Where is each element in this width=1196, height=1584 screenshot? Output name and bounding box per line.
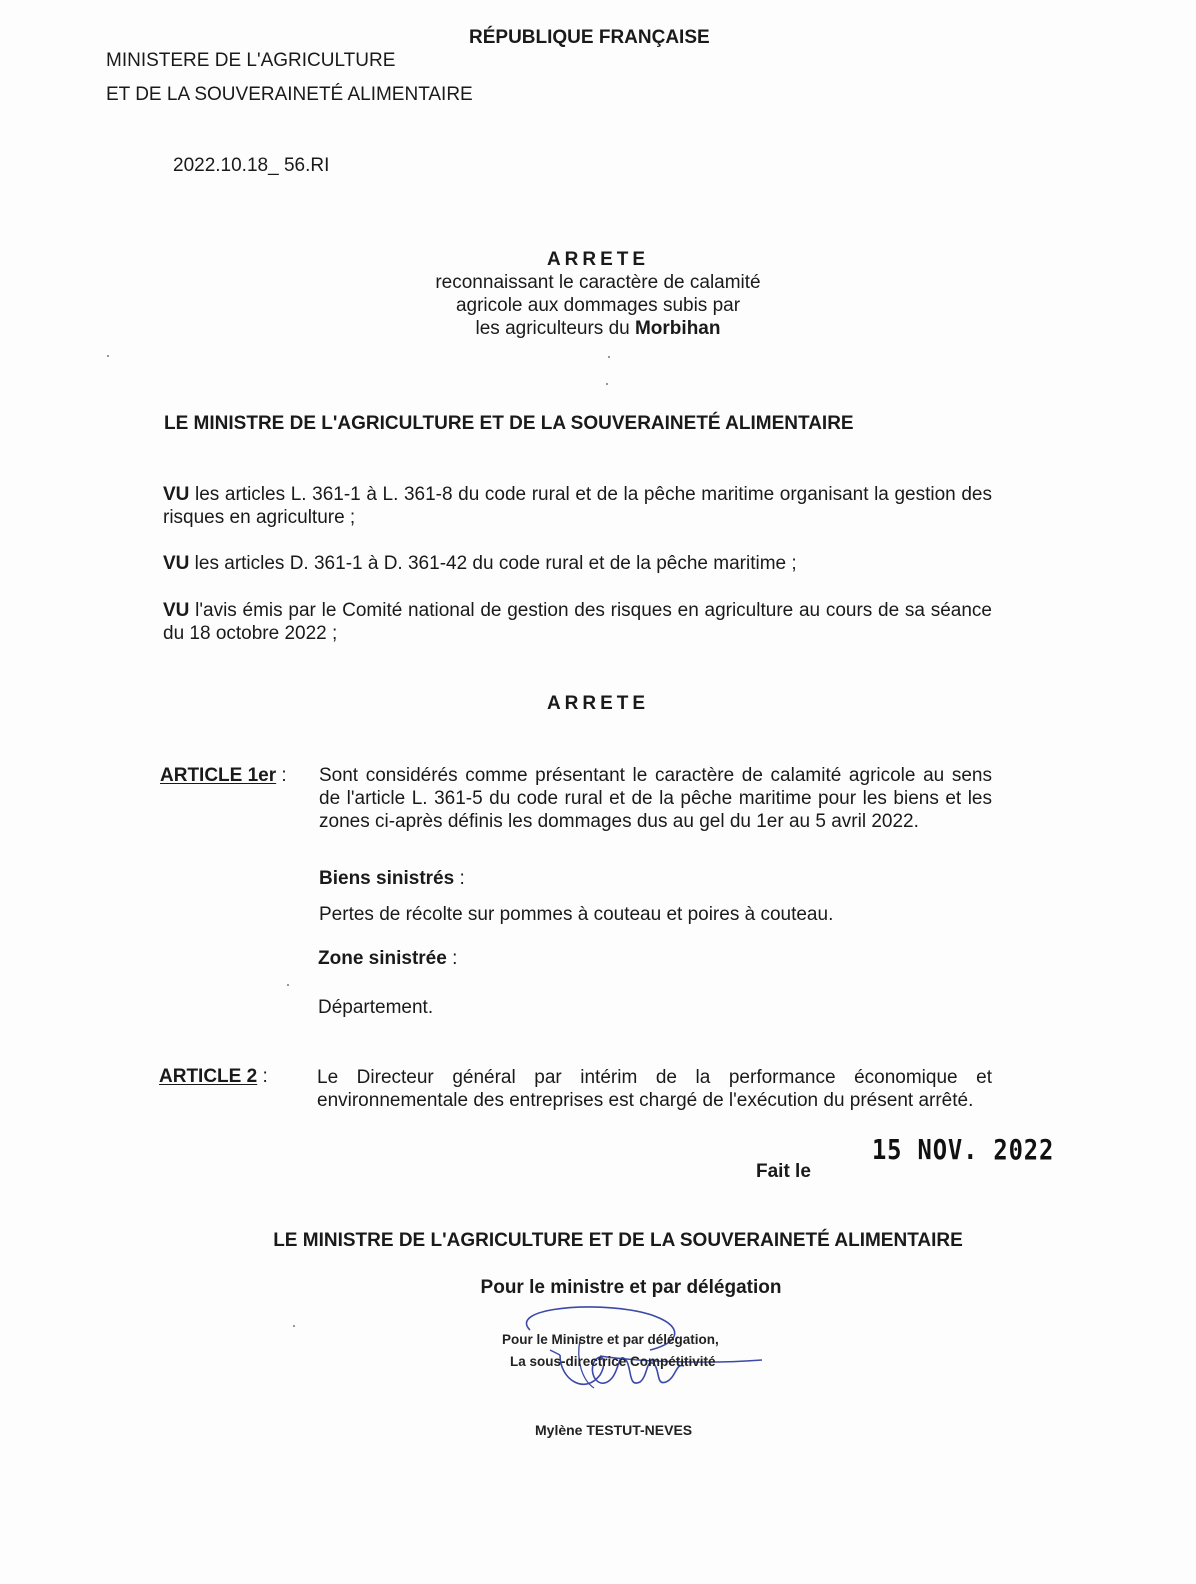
article-2-label-text: ARTICLE 2 — [159, 1066, 258, 1087]
reference-number: 2022.10.18_ 56.RI — [173, 155, 330, 176]
decision-heading: ARRETE — [546, 693, 650, 714]
scan-speck — [606, 383, 608, 385]
title-line-3-prefix: les agriculteurs du — [475, 318, 635, 339]
visa-2-prefix: VU — [163, 553, 190, 574]
biens-label-sep: : — [454, 868, 465, 889]
article-1-label-sep: : — [276, 765, 287, 786]
visa-3-text: l'avis émis par le Comité national de gestion des risques en agriculture au cours de sa séance du 18 octobre 2022 ; — [163, 600, 992, 644]
delegation-line: Pour le ministre et par délégation — [480, 1277, 782, 1298]
zone-label-sep: : — [446, 948, 458, 969]
visa-1-text: les articles L. 361-1 à L. 361-8 du code rural et de la pêche maritime organisant la gestion des risques en agriculture ; — [163, 484, 992, 528]
article-1-label — [160, 764, 287, 787]
title-line-2: agricole aux dommages subis par — [455, 295, 741, 316]
date-stamp: 15 NOV. 2022 — [872, 1133, 1055, 1166]
article-2-label-sep: : — [257, 1066, 268, 1087]
biens-sinistres-text: Pertes de récolte sur pommes à couteau et poires à couteau. — [319, 904, 834, 925]
visa-2-text: les articles D. 361-1 à D. 361-42 du code rural et de la pêche maritime ; — [189, 553, 797, 574]
scan-speck — [608, 356, 610, 358]
arrete-title: ARRETE — [546, 249, 650, 270]
ministry-name-line1: MINISTERE DE L'AGRICULTURE — [106, 50, 396, 71]
minister-signature-heading: LE MINISTRE DE L'AGRICULTURE ET DE LA SOUVERAINETÉ ALIMENTAIRE — [273, 1230, 963, 1251]
zone-sinistree-label — [318, 947, 457, 970]
title-line-1: reconnaissant le caractère de calamité — [435, 272, 761, 293]
visa-3-prefix: VU — [163, 600, 190, 621]
article-2-label — [159, 1065, 268, 1088]
visa-1-prefix: VU — [163, 484, 190, 505]
article-2-text: Le Directeur général par intérim de la performance économique et environnementale des entreprises est chargé de l'exécution du présent arrêté. — [317, 1067, 992, 1111]
biens-label-text: Biens sinistrés — [319, 868, 455, 889]
signatory-name: Mylène TESTUT-NEVES — [535, 1422, 693, 1438]
signature-stamp-line-1: Pour le Ministre et par délégation, — [502, 1332, 719, 1347]
article-1-label-text: ARTICLE 1er — [160, 765, 277, 786]
title-line-3 — [300, 317, 896, 340]
visa-3 — [163, 599, 992, 645]
scan-speck — [107, 355, 109, 357]
visa-2 — [163, 552, 992, 575]
visa-1 — [163, 483, 992, 529]
fait-le-label: Fait le — [756, 1161, 811, 1182]
republic-heading: RÉPUBLIQUE FRANÇAISE — [469, 27, 710, 48]
department-name: Morbihan — [634, 318, 721, 339]
article-1-text: Sont considérés comme présentant le caractère de calamité agricole au sens de l'article L. 361-5 du code rural et de la pêche maritime pour les biens et les zones ci-après définis les dommages dus au gel du 1er au 5 avril 2022. — [319, 765, 992, 832]
zone-sinistree-text: Département. — [318, 997, 434, 1018]
signature-stamp-line-2: La sous-directrice Compétitivité — [510, 1354, 716, 1369]
biens-sinistres-label — [319, 867, 465, 890]
zone-label-text: Zone sinistrée — [318, 948, 447, 969]
title-block — [300, 248, 896, 340]
minister-heading: LE MINISTRE DE L'AGRICULTURE ET DE LA SOUVERAINETÉ ALIMENTAIRE — [164, 413, 854, 434]
scan-speck — [287, 984, 289, 986]
scan-speck — [293, 1325, 295, 1327]
ministry-name-line2: ET DE LA SOUVERAINETÉ ALIMENTAIRE — [106, 84, 473, 105]
